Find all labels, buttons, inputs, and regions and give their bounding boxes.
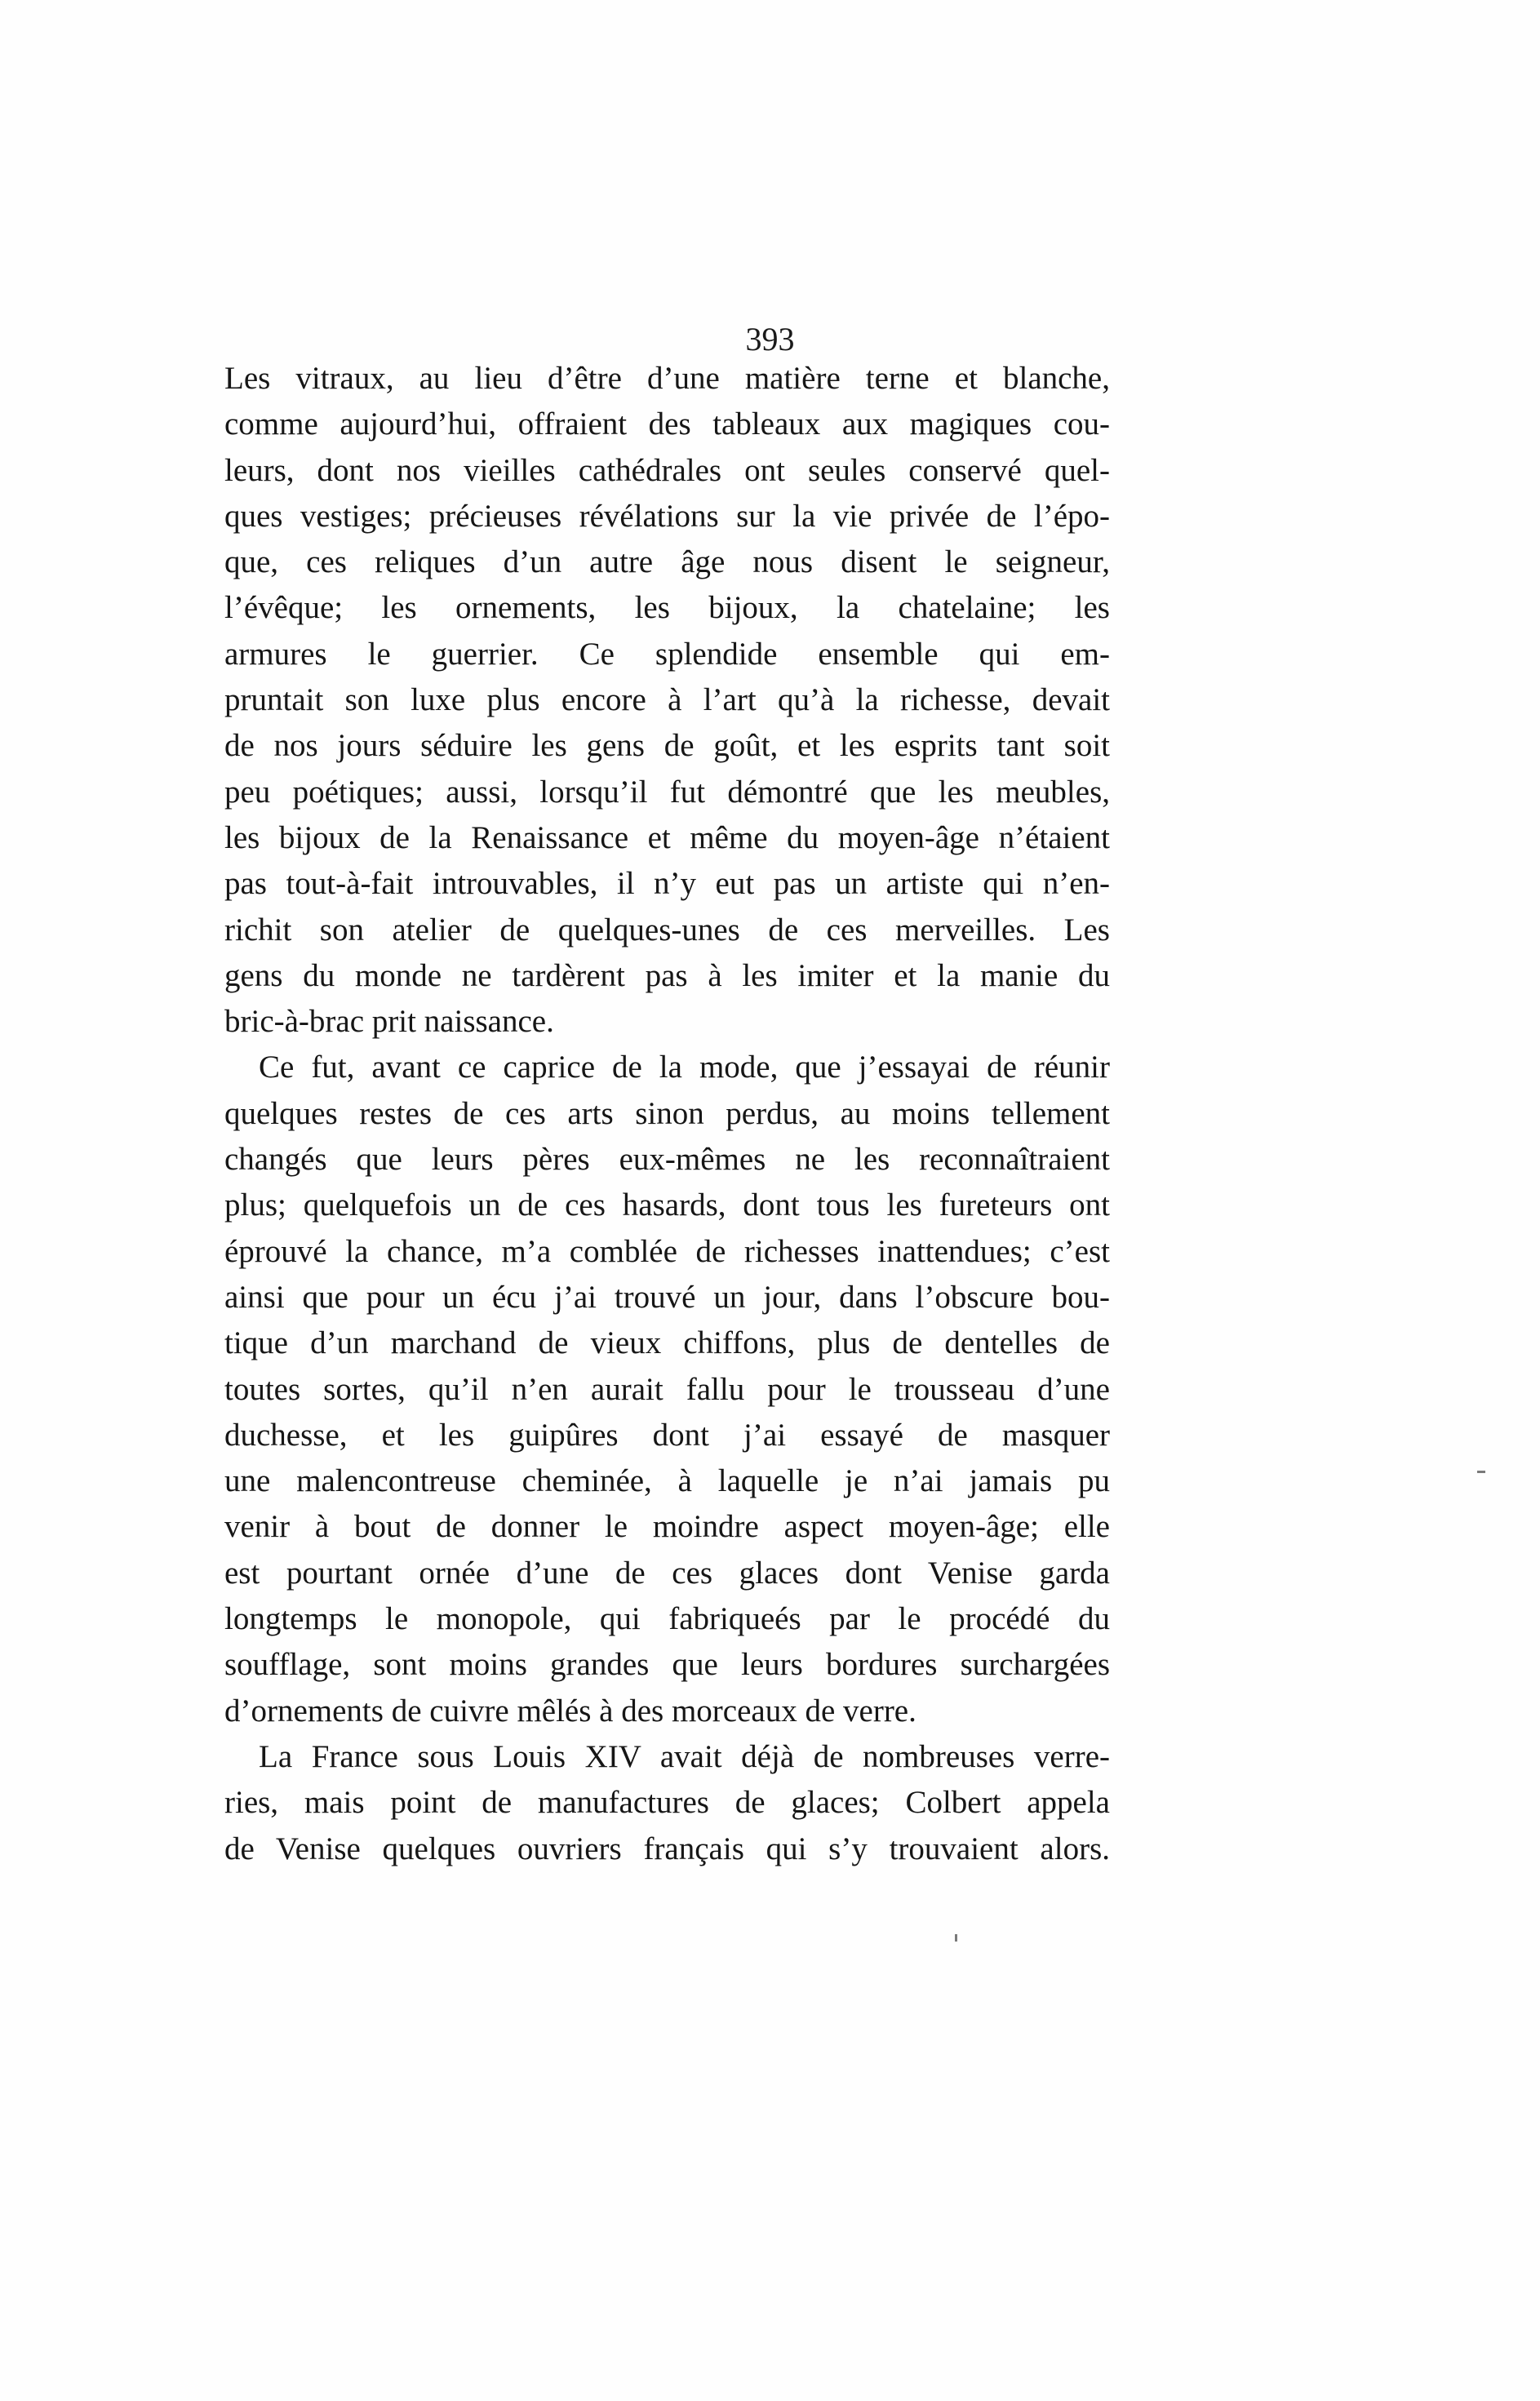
text-line: tique d’un marchand de vieux chiffons, plus de dentelles de xyxy=(224,1325,1110,1361)
scan-speck xyxy=(1477,1471,1485,1473)
text-line: l’évêque; les ornements, les bijoux, la chatelaine; les xyxy=(224,590,1110,626)
text-line: Les vitraux, au lieu d’être d’une matière terne et blanche, xyxy=(224,361,1110,396)
scan-speck xyxy=(955,1934,957,1942)
text-line: pruntait son luxe plus encore à l’art qu’à la richesse, devait xyxy=(224,682,1110,718)
text-line: peu poétiques; aussi, lorsqu’il fut démontré que les meubles, xyxy=(224,774,1110,810)
text-line: Ce fut, avant ce caprice de la mode, que j’essayai de réunir xyxy=(259,1050,1110,1085)
text-line: changés que leurs pères eux-mêmes ne les reconnaîtraient xyxy=(224,1142,1110,1178)
text-line: plus; quelquefois un de ces hasards, dont tous les fureteurs ont xyxy=(224,1187,1110,1223)
text-line: les bijoux de la Renaissance et même du moyen-âge n’étaient xyxy=(224,819,1110,855)
text-line: duchesse, et les guipûres dont j’ai essayé de masquer xyxy=(224,1417,1110,1453)
text-line: d’ornements de cuivre mêlés à des morceaux de verre. xyxy=(224,1693,916,1729)
paragraph-3 xyxy=(224,1734,1110,1872)
text-line: soufflage, sont moins grandes que leurs bordures surchargées xyxy=(224,1647,1110,1683)
text-line: longtemps le monopole, qui fabriqueés par le procédé du xyxy=(224,1601,1110,1637)
text-line: venir à bout de donner le moindre aspect moyen-âge; elle xyxy=(224,1509,1110,1545)
text-line: éprouvé la chance, m’a comblée de richesses inattendues; c’est xyxy=(224,1233,1110,1269)
text-line: une malencontreuse cheminée, à laquelle je n’ai jamais pu xyxy=(224,1463,1110,1499)
text-line: pas tout-à-fait introuvables, il n’y eut pas un artiste qui n’en- xyxy=(224,866,1110,902)
paragraph-2 xyxy=(224,1045,1110,1733)
text-line: quelques restes de ces arts sinon perdus, au moins tellement xyxy=(224,1095,1110,1131)
text-line: que, ces reliques d’un autre âge nous disent le seigneur, xyxy=(224,544,1110,580)
text-line: toutes sortes, qu’il n’en aurait fallu pour le trousseau d’une xyxy=(224,1371,1110,1407)
text-line: ries, mais point de manufactures de glaces; Colbert appela xyxy=(224,1785,1110,1821)
text-line: ainsi que pour un écu j’ai trouvé un jour, dans l’obscure bou- xyxy=(224,1279,1110,1315)
body-text xyxy=(224,356,1110,1872)
text-line: armures le guerrier. Ce splendide ensemble qui em- xyxy=(224,636,1110,672)
text-line: bric-à-brac prit naissance. xyxy=(224,1004,554,1040)
text-line: ques vestiges; précieuses révélations sur la vie privée de l’épo- xyxy=(224,498,1110,534)
paragraph-1 xyxy=(224,356,1110,1045)
text-line: richit son atelier de quelques-unes de ces merveilles. Les xyxy=(224,912,1110,948)
text-line: leurs, dont nos vieilles cathédrales ont seules conservé quel- xyxy=(224,452,1110,488)
text-line: La France sous Louis XIV avait déjà de nombreuses verre- xyxy=(259,1738,1110,1774)
text-line: de nos jours séduire les gens de goût, et les esprits tant soit xyxy=(224,728,1110,764)
text-line: comme aujourd’hui, offraient des tableaux aux magiques cou- xyxy=(224,406,1110,442)
text-line: est pourtant ornée d’une de ces glaces dont Venise garda xyxy=(224,1555,1110,1591)
text-line: de Venise quelques ouvriers français qui s’y trouvaient alors. xyxy=(224,1831,1110,1866)
text-line: gens du monde ne tardèrent pas à les imiter et la manie du xyxy=(224,957,1110,993)
page-number: 393 xyxy=(745,321,795,357)
